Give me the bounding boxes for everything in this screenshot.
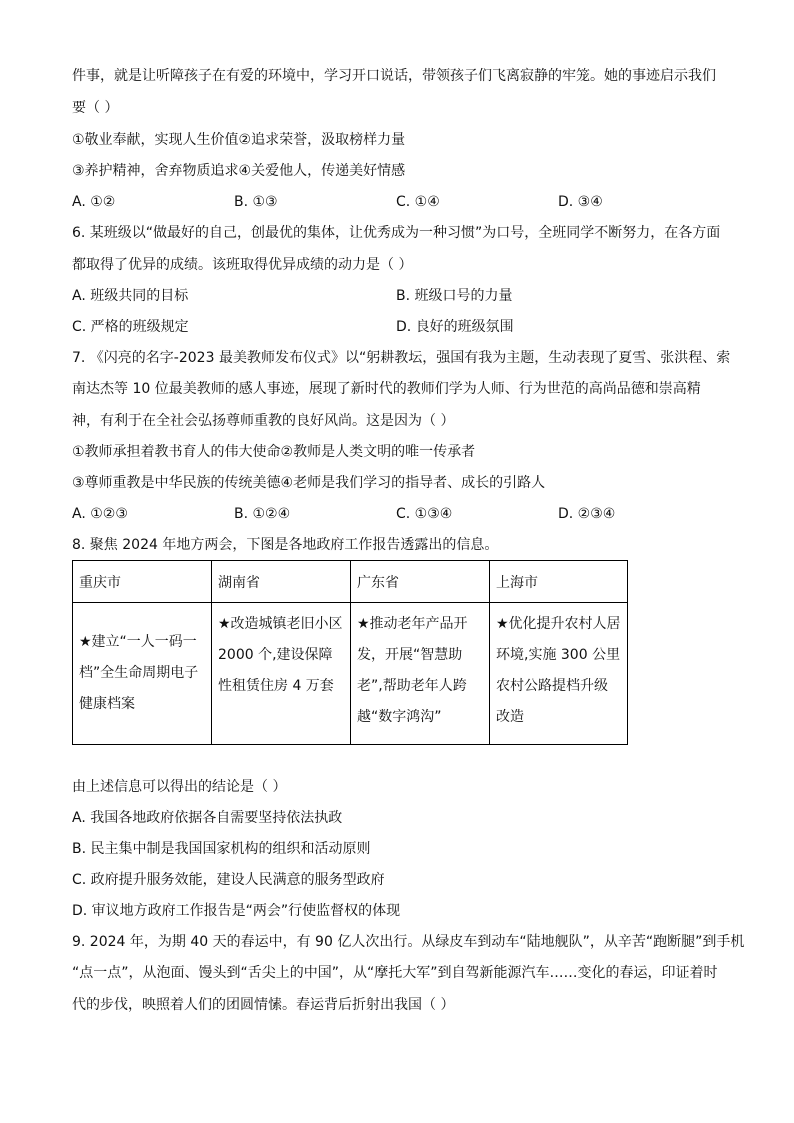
q6-choice-b[interactable]: B. 班级口号的力量 — [396, 288, 513, 304]
q7-stem-line-2: 南达杰等 10 位最美教师的感人事迹，展现了新时代的教师们学为人师、行为世范的高尚品德和崇高精 — [72, 381, 701, 397]
q7-choice-b[interactable]: B. ①②④ — [234, 506, 291, 522]
q7-stem-line-1: 7. 《闪亮的名字-2023 最美教师发布仪式》以“躬耕教坛，强国有我为主题，生动表现了夏雪、张洪程、索 — [72, 350, 731, 366]
header-chongqing: 重庆市 — [73, 561, 212, 603]
cell-shanghai — [490, 603, 628, 745]
cell-chongqing — [73, 603, 212, 745]
q7-stem-line-3: 神，有利于在全社会弘扬尊师重教的良好风尚。这是因为（ ） — [72, 413, 455, 429]
q5-choice-a[interactable]: A. ①② — [72, 194, 116, 210]
q5-text-line-2: 要（ ） — [72, 100, 119, 116]
q7-statement-3-4: ③尊师重教是中华民族的传统美德④老师是我们学习的指导者、成长的引路人 — [72, 475, 546, 491]
q8-choice-b[interactable]: B. 民主集中制是我国国家机构的组织和活动原则 — [72, 841, 371, 857]
q5-text-line-1: 件事，就是让听障孩子在有爱的环境中，学习开口说话，带领孩子们飞离寂静的牢笼。她的事迹启示我们 — [72, 68, 716, 84]
q9-stem-line-3: 代的步伐，映照着人们的团圆情愫。春运背后折射出我国（ ） — [72, 997, 455, 1013]
cell-hunan — [212, 603, 351, 745]
q5-choice-d[interactable]: D. ③④ — [558, 194, 603, 210]
q5-statement-1-2: ①敬业奉献，实现人生价值②追求荣誉，汲取榜样力量 — [72, 132, 406, 148]
cell-text: ★推动老年产品开发，开展“智慧助老”,帮助老年人跨越“数字鸿沟” — [357, 616, 468, 725]
q7-statement-1-2: ①教师承担着教书育人的伟大使命②教师是人类文明的唯一传承者 — [72, 444, 476, 460]
government-report-table — [72, 560, 628, 745]
q8-question: 由上述信息可以得出的结论是（ ） — [72, 779, 287, 795]
cell-text: ★建立“一人一码一档”全生命周期电子健康档案 — [79, 634, 199, 712]
header-guangdong: 广东省 — [351, 561, 490, 603]
cell-text: ★改造城镇老旧小区 2000 个,建设保障性租赁住房 4 万套 — [218, 616, 343, 694]
q6-choice-c[interactable]: C. 严格的班级规定 — [72, 319, 189, 335]
q5-statement-3-4: ③养护精神，舍弃物质追求④关爱他人，传递美好情感 — [72, 163, 406, 179]
header-hunan: 湖南省 — [212, 561, 351, 603]
q9-stem-line-2: “点一点”，从泡面、馒头到“舌尖上的中国”，从“摩托大军”到自驾新能源汽车……变化的春运，印证着时 — [72, 965, 718, 981]
table-row — [73, 603, 628, 745]
q5-choice-b[interactable]: B. ①③ — [234, 194, 278, 210]
q6-stem-line-1: 6. 某班级以“做最好的自己，创最优的集体，让优秀成为一种习惯”为口号，全班同学不断努力，在各方面 — [72, 225, 721, 241]
q8-choice-c[interactable]: C. 政府提升服务效能，建设人民满意的服务型政府 — [72, 872, 385, 888]
q6-stem-line-2: 都取得了优异的成绩。该班取得优异成绩的动力是（ ） — [72, 257, 413, 273]
q8-choice-a[interactable]: A. 我国各地政府依据各自需要坚持依法执政 — [72, 810, 343, 826]
table-header-row — [73, 561, 628, 603]
q5-choice-c[interactable]: C. ①④ — [396, 194, 440, 210]
cell-guangdong — [351, 603, 490, 745]
q8-choice-d[interactable]: D. 审议地方政府工作报告是“两会”行使监督权的体现 — [72, 903, 401, 919]
cell-text: ★优化提升农村人居环境,实施 300 公里农村公路提档升级改造 — [496, 616, 621, 725]
q6-choice-d[interactable]: D. 良好的班级氛围 — [396, 319, 514, 335]
q6-choice-a[interactable]: A. 班级共同的目标 — [72, 288, 189, 304]
header-shanghai: 上海市 — [490, 561, 628, 603]
q7-choice-a[interactable]: A. ①②③ — [72, 506, 128, 522]
q8-stem: 8. 聚焦 2024 年地方两会，下图是各地政府工作报告透露出的信息。 — [72, 537, 499, 553]
q7-choice-c[interactable]: C. ①③④ — [396, 506, 453, 522]
q7-choice-d[interactable]: D. ②③④ — [558, 506, 616, 522]
q9-stem-line-1: 9. 2024 年，为期 40 天的春运中，有 90 亿人次出行。从绿皮车到动车“陆地舰队”，从辛苦“跑断腿”到手机 — [72, 934, 745, 950]
